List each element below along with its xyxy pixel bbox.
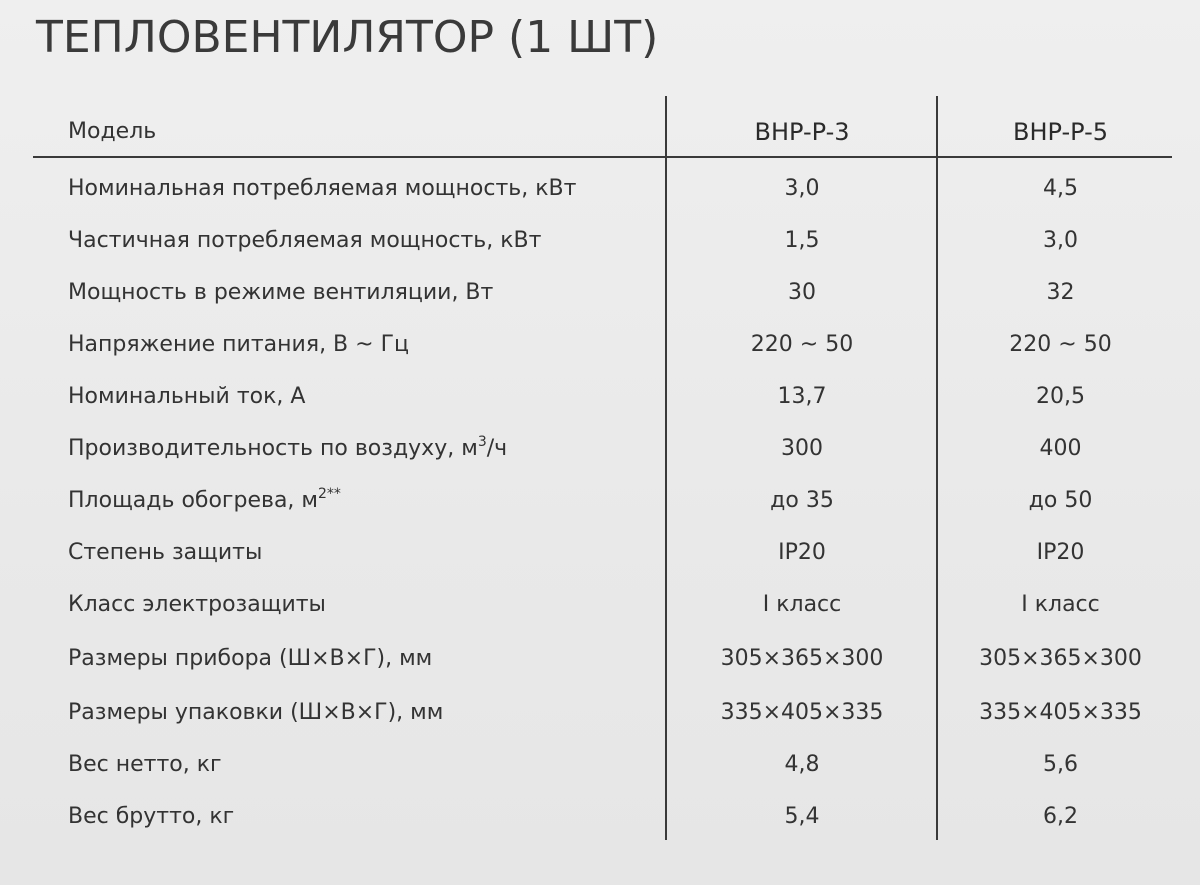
row-value-model-1: 4,8 — [784, 752, 820, 777]
row-value-model-1: 13,7 — [777, 384, 827, 409]
page-title: ТЕПЛОВЕНТИЛЯТОР (1 ШТ) — [36, 12, 659, 63]
row-value-model-1: 3,0 — [784, 176, 820, 201]
row-label: Размеры прибора (Ш×В×Г), мм — [68, 646, 433, 671]
table-row — [0, 215, 1200, 267]
header-model-2: BHP-P-5 — [1013, 118, 1108, 146]
row-value-model-1: 1,5 — [784, 228, 820, 253]
table-row — [0, 267, 1200, 319]
row-value-model-1: 335×405×335 — [720, 700, 884, 725]
row-value-model-2: 6,2 — [1043, 804, 1078, 829]
row-value-model-1: IP20 — [778, 540, 826, 565]
row-label: Напряжение питания, В ~ Гц — [68, 332, 409, 357]
row-label: Вес брутто, кг — [68, 804, 235, 829]
row-label: Размеры упаковки (Ш×В×Г), мм — [68, 700, 444, 725]
table-row — [0, 371, 1200, 423]
row-value-model-1: I класс — [762, 592, 842, 617]
row-value-model-2: 3,0 — [1043, 228, 1078, 253]
row-value-model-2: 220 ~ 50 — [1009, 332, 1112, 357]
row-value-model-2: I класс — [1021, 592, 1100, 617]
row-value-model-2: IP20 — [1036, 540, 1085, 565]
row-value-model-2: 20,5 — [1036, 384, 1085, 409]
row-label-text: Производительность по воздуху, м — [68, 436, 478, 461]
row-label — [68, 475, 341, 527]
table-row — [0, 633, 1200, 685]
table-row — [0, 475, 1200, 527]
row-value-model-1: 30 — [788, 280, 816, 305]
row-label: Мощность в режиме вентиляции, Вт — [68, 280, 494, 305]
row-value-model-2: 32 — [1046, 280, 1075, 305]
row-value-model-2: 335×405×335 — [979, 700, 1142, 725]
row-value-model-1: 305×365×300 — [720, 646, 884, 671]
table-row — [0, 319, 1200, 371]
row-value-model-1: до 35 — [770, 488, 834, 513]
header-label: Модель — [68, 119, 157, 144]
table-header-row — [0, 106, 1200, 158]
row-value-model-1: 220 ~ 50 — [750, 332, 854, 357]
table-row — [0, 423, 1200, 475]
table-row — [0, 791, 1200, 843]
table-row — [0, 739, 1200, 791]
row-label: Степень защиты — [68, 540, 263, 565]
row-value-model-2: до 50 — [1028, 488, 1093, 513]
row-label — [68, 423, 507, 475]
row-label: Номинальная потребляемая мощность, кВт — [68, 176, 577, 201]
row-label-superscript: 2** — [318, 486, 341, 502]
row-label: Класс электрозащиты — [68, 592, 326, 617]
row-label: Вес нетто, кг — [68, 752, 222, 777]
row-label: Частичная потребляемая мощность, кВт — [68, 228, 542, 253]
row-value-model-2: 4,5 — [1043, 176, 1078, 201]
table-row — [0, 687, 1200, 739]
header-model-1: BHP-P-3 — [754, 118, 850, 146]
row-label-text: Площадь обогрева, м — [68, 488, 319, 513]
table-row — [0, 579, 1200, 631]
row-label-superscript: 3 — [477, 434, 487, 450]
row-label: Номинальный ток, А — [68, 384, 306, 409]
table-row — [0, 527, 1200, 579]
row-value-model-1: 5,4 — [784, 804, 820, 829]
row-label-suffix: /ч — [486, 436, 508, 461]
row-value-model-2: 400 — [1039, 436, 1082, 461]
row-value-model-1: 300 — [781, 436, 823, 461]
table-row — [0, 163, 1200, 215]
row-value-model-2: 5,6 — [1043, 752, 1078, 777]
row-value-model-2: 305×365×300 — [979, 646, 1142, 671]
